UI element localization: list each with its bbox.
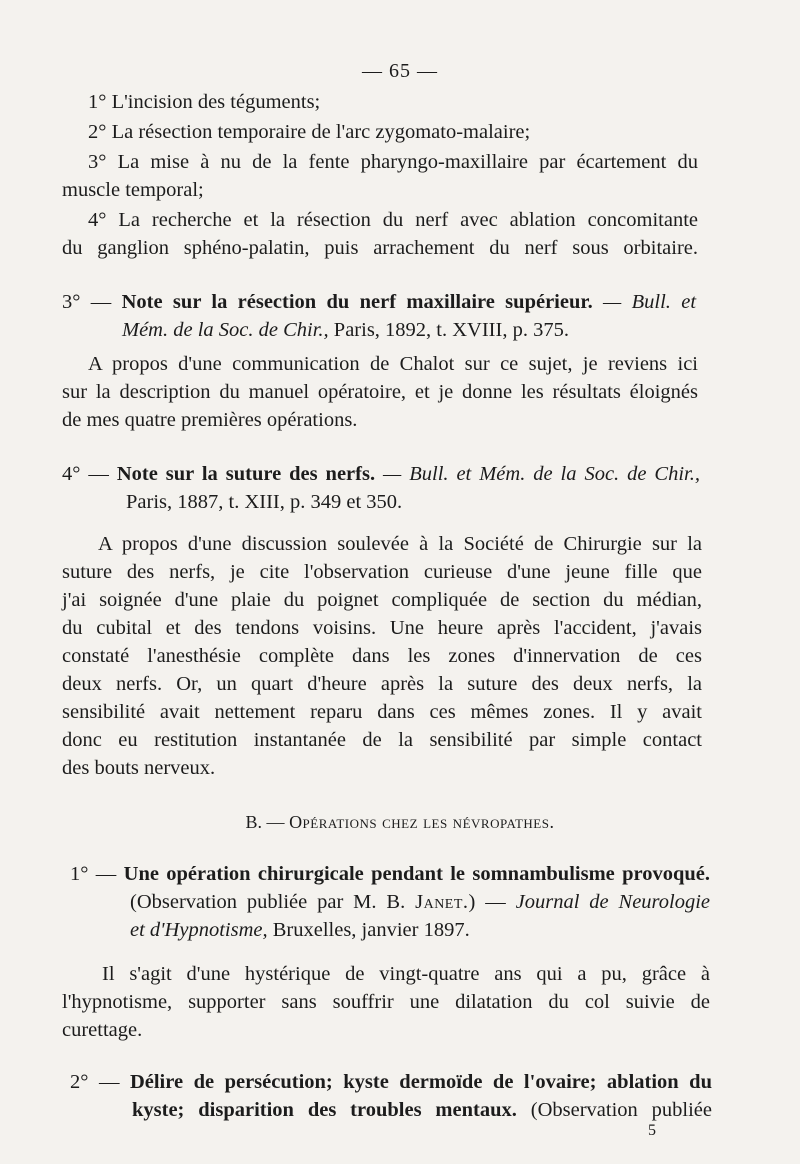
item-title: kyste; disparition des troubles mentaux. [132,1099,517,1121]
note-4-heading [62,460,700,488]
item-1-body-line: l'hypnotisme, supporter sans souffrir une dilatation du col suivie de [62,991,710,1013]
note-3-heading [62,288,696,316]
list-number: 2° [88,121,107,143]
item-2-heading [70,1068,712,1096]
item-1-reference [130,888,710,916]
item-1-reference-cont [130,916,470,944]
note-3-body-line: de mes quatre premières opérations. [62,409,358,431]
item-1-body-line: curettage. [62,1019,143,1041]
list-text: L'incision des téguments; [111,91,321,113]
section-b-heading [0,812,800,833]
list-item-4 [88,206,698,234]
note-3-body-line: sur la description du manuel opératoire, et je donne les résultats éloignés [62,381,698,403]
reference-details: Bruxelles, janvier 1897. [272,919,470,941]
item-title: Délire de persécution; kyste dermoïde de l'ovaire; ablation du [129,1071,712,1093]
note-4-body-line: du cubital et des tendons voisins. Une heure après l'accident, j'avais [62,617,702,639]
list-number: 4° [88,209,107,231]
note-reference: — Bull. et Mém. de la Soc. de Chir., [383,463,701,485]
reference-details: Paris, 1892, t. XVIII, p. 375. [333,319,569,341]
item-1-body-line: Il s'agit d'une hystérique de vingt-quatre ans qui a pu, grâce à [102,963,710,985]
note-3-reference [122,316,569,344]
section-prefix: B. — [245,812,285,832]
list-item-3 [88,148,698,176]
signature-mark: 5 [648,1122,656,1139]
note-4-body-line: donc eu restitution instantanée de la sensibilité par simple contact [62,729,702,751]
list-item-1 [88,88,320,116]
journal-title: Journal de Neurologie [515,891,711,913]
journal-title: Mém. de la Soc. de Chir., [122,319,329,341]
note-3-body-line: A propos d'une communication de Chalot sur ce sujet, je reviens ici [88,353,698,375]
list-item-2 [88,118,530,146]
list-number: 1° [88,91,107,113]
note-4-body-line: sensibilité avait nettement reparu dans ces mêmes zones. Il y avait [62,701,702,723]
author-name: Janet. [415,891,469,913]
item-title: Une opération chirurgicale pendant le somnambulisme provoqué. [123,863,710,885]
note-title: Note sur la suture des nerfs. [116,463,376,485]
page-number: — 65 — [362,60,438,82]
reference-text: (Observation publiée par M. B. [130,891,406,913]
item-number: 2° — [70,1071,120,1093]
note-title: Note sur la résection du nerf maxillaire supérieur. [121,291,593,313]
journal-title: et d'Hypnotisme, [130,919,268,941]
note-4-body-line: A propos d'une discussion soulevée à la Société de Chirurgie sur la [98,533,702,555]
list-text: La mise à nu de la fente pharyngo-maxillaire par écartement du [117,151,698,173]
reference-text: (Observation publiée [530,1099,712,1121]
note-4-body-line: suture des nerfs, je cite l'observation curieuse d'une jeune fille que [62,561,702,583]
list-item-4-continuation: du ganglion sphéno-palatin, puis arrachement du nerf sous orbitaire. [62,237,698,259]
item-number: 1° — [70,863,117,885]
note-4-body-line: deux nerfs. Or, un quart d'heure après la suture des deux nerfs, la [62,673,702,695]
note-number: 3° — [62,291,112,313]
note-number: 4° — [62,463,109,485]
item-1-heading [70,860,710,888]
list-item-3-continuation: muscle temporal; [62,179,204,201]
note-4-reference: Paris, 1887, t. XIII, p. 349 et 350. [126,491,403,513]
note-4-body-line: constaté l'anesthésie complète dans les zones d'innervation de ces [62,645,702,667]
note-4-body-line: des bouts nerveux. [62,757,216,779]
reference-text: ) — [468,891,506,913]
item-2-heading-cont [132,1096,712,1124]
section-title: Opérations chez les névropathes. [289,812,555,832]
note-reference: — Bull. et [603,291,697,313]
list-text: La recherche et la résection du nerf avec ablation concomitante [118,209,698,231]
list-number: 3° [88,151,107,173]
note-4-body-line: j'ai soignée d'une plaie du poignet compliquée de section du médian, [62,589,702,611]
list-text: La résection temporaire de l'arc zygomato-malaire; [111,121,531,143]
